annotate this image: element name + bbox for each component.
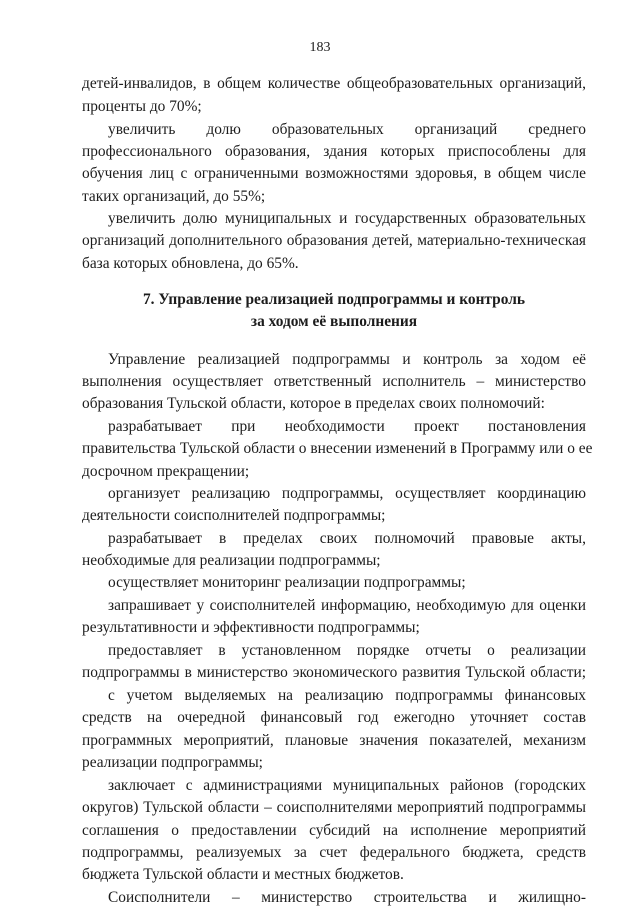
text-line: запрашивает у соисполнителей информацию, необходимую для оценки: [108, 597, 586, 614]
text-line: Управление реализацией подпрограммы и контроль за ходом её: [108, 351, 586, 368]
text-line: разрабатывает при необходимости проект постановления: [108, 418, 586, 435]
text-line: увеличить долю образовательных организаций среднего: [108, 121, 586, 138]
text-line: досрочном прекращении;: [82, 463, 250, 480]
text-line: с учетом выделяемых на реализацию подпрограммы финансовых: [108, 687, 586, 704]
text-line: заключает с администрациями муниципальных районов (городских: [108, 777, 586, 794]
text-line: необходимые для реализации подпрограммы;: [82, 552, 381, 569]
section-heading: за ходом её выполнения: [250, 313, 418, 330]
text-line: детей-инвалидов, в общем количестве общеобразовательных организаций,: [82, 75, 586, 92]
text-line: организует реализацию подпрограммы, осуществляет координацию: [108, 485, 586, 502]
text-line: организаций дополнительного образования детей, материально-техническая: [82, 232, 586, 249]
text-line: бюджета Тульской области и местных бюджетов.: [82, 866, 404, 883]
text-line: подпрограммы, реализуемых за счет федерального бюджета, средств: [82, 844, 586, 861]
page-number: 183: [309, 40, 331, 55]
text-line: предоставляет в установленном порядке отчеты о реализации: [108, 642, 586, 659]
text-line: реализации подпрограммы;: [82, 754, 263, 771]
text-line: подпрограммы в министерство экономического развития Тульской области;: [82, 664, 586, 681]
text-line: проценты до 70%;: [82, 98, 202, 115]
section-heading: 7. Управление реализацией подпрограммы и контроль: [142, 291, 526, 308]
text-line: образования Тульской области, которое в пределах своих полномочий:: [82, 395, 545, 412]
text-line: увеличить долю муниципальных и государственных образовательных: [108, 210, 586, 227]
text-line: средств на очередной финансовый год ежегодно уточняет состав: [82, 709, 586, 726]
text-line: обучения лиц с ограниченными возможностями здоровья, в общем числе: [82, 165, 586, 182]
text-line: разрабатывает в пределах своих полномочий правовые акты,: [108, 530, 586, 547]
text-line: Соисполнители – министерство строительства и жилищно-: [108, 889, 586, 906]
text-line: правительства Тульской области о внесении изменений в Программу или о ее: [82, 440, 593, 457]
text-line: профессионального образования, здания которых приспособлены для: [82, 143, 586, 160]
text-line: соглашения о предоставлении субсидий на исполнение мероприятий: [82, 822, 586, 839]
text-line: осуществляет мониторинг реализации подпрограммы;: [108, 574, 466, 591]
text-line: округов) Тульской области – соисполнителями мероприятий подпрограммы: [82, 799, 586, 816]
text-line: программных мероприятий, плановые значения показателей, механизм: [82, 732, 586, 749]
text-line: деятельности соисполнителей подпрограммы;: [82, 507, 386, 524]
text-line: таких организаций, до 55%;: [82, 188, 266, 205]
text-line: база которых обновлена, до 65%.: [82, 255, 299, 272]
text-line: выполнения осуществляет ответственный исполнитель – министерство: [82, 373, 586, 390]
text-line: результативности и эффективности подпрограммы;: [82, 619, 420, 636]
